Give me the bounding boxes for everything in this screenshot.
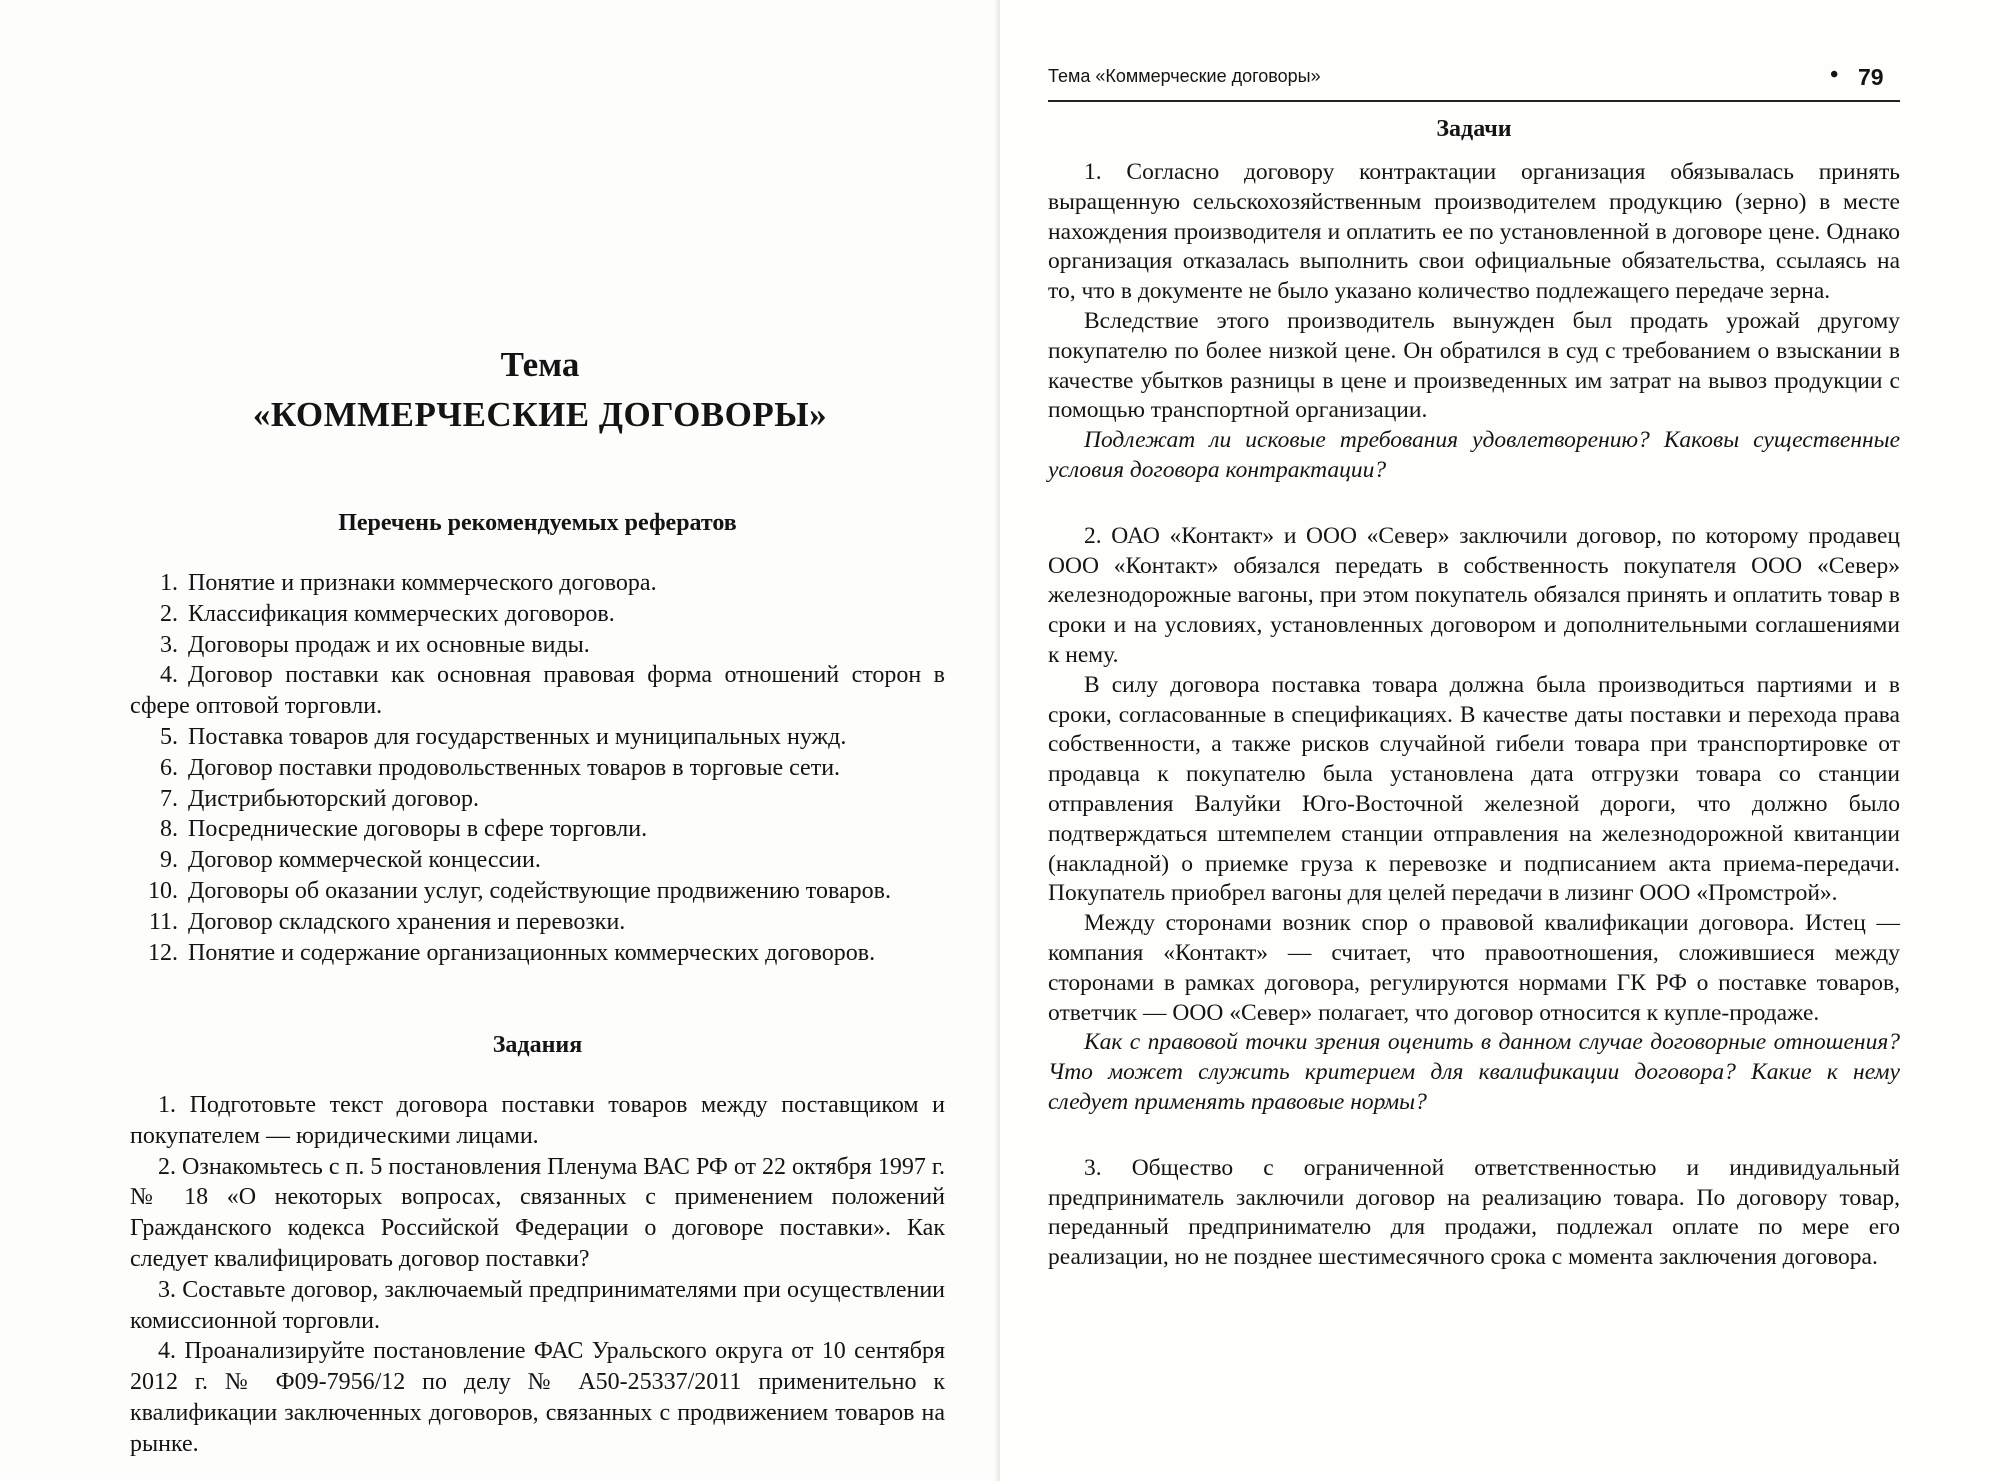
reference-item <box>130 568 945 599</box>
problems-section <box>1048 114 1900 1273</box>
reference-text: Договор складского хранения и перевозки. <box>188 908 626 935</box>
chapter-title <box>130 340 950 440</box>
problem-2-question: Как с правовой точки зрения оценить в данном случае договорные отношения? Что может служить критерием для квалификации договора? Какие к нему следует применять правовые нормы? <box>1048 1029 1900 1115</box>
reference-item <box>130 845 945 876</box>
reference-item <box>130 753 945 784</box>
page-number: 79 <box>1858 64 1884 90</box>
assignment-item: 3. Составьте договор, заключаемый предпринимателями при осуществлении комиссионной торговли. <box>130 1276 945 1334</box>
problem-2-paragraph: Между сторонами возник спор о правовой квалификации договора. Истец — компания «Контакт» — считает, что правоотношения, сложившиеся между сторонами в рамках договора, регулируются нормами ГК РФ о поставке товаров, ответчик — ООО «Север» полагает, что договор относится к купле-продаже. <box>1048 910 1900 1026</box>
reference-text: Классификация коммерческих договоров. <box>188 600 615 627</box>
spacer <box>1048 486 1900 522</box>
reference-number: 5. <box>160 723 178 750</box>
reference-item <box>130 876 945 907</box>
assignment-item: 2. Ознакомьтесь с п. 5 постановления Пленума ВАС РФ от 22 октября 1997 г. № 18 «О некоторых вопросах, связанных с применением положений Гражданского кодекса Российской Федерации о договоре поставки». Как следует квалифицировать договор поставки? <box>130 1153 945 1272</box>
reference-number: 7. <box>160 785 178 812</box>
reference-text: Дистрибьюторский договор. <box>188 785 480 812</box>
problem-3-paragraph: 3. Общество с ограниченной ответственностью и индивидуальный предприниматель заключили договор на реализацию товара. По договору товар, переданный предпринимателю для продажи, подлежал оплате по мере его реализации, но не позднее шестимесячного срока с момента заключения договора. <box>1048 1154 1900 1271</box>
reference-number: 1. <box>160 570 178 596</box>
problem-1-paragraph: 1. Согласно договору контрактации организация обязывалась принять выращенную сельскохозяйственным производителем продукцию (зерно) в месте нахождения производителя и оплатить ее по установленной в договоре цене. Однако организация отказалась выполнить свои официальные обязательства, ссылаясь на то, что в документе не было указано количество подлежащего передаче зерна. <box>1048 159 1900 305</box>
reference-text: Поставка товаров для государственных и муниципальных нужд. <box>188 723 847 750</box>
reference-number: 10. <box>148 877 178 904</box>
assignment-item: 4. Проанализируйте постановление ФАС Уральского округа от 10 сентября 2012 г. № Ф09-7956/12 по делу № А50-25337/2011 применительно к квалификации заключенных договоров, связанных с продвижением товаров на рынке. <box>130 1338 945 1457</box>
reference-item <box>130 938 945 969</box>
reference-number: 4. <box>160 662 178 689</box>
reference-item <box>130 599 945 630</box>
reference-item <box>130 907 945 938</box>
problem-1-paragraph: Вследствие этого производитель вынужден был продать урожай другому покупателю по более низкой цене. Он обратился в суд с требованием о взыскании в качестве убытков разницы в цене и произведенных им затрат на вывоз продукции с помощью транспортной организации. <box>1048 307 1900 424</box>
reference-number: 11. <box>148 908 178 935</box>
reference-number: 3. <box>160 631 178 658</box>
reference-item <box>130 814 945 845</box>
reference-item <box>130 660 945 722</box>
reference-item <box>130 784 945 815</box>
running-head-rule <box>1048 100 1900 102</box>
reference-number: 8. <box>160 816 178 843</box>
problem-2-paragraph: 2. ОАО «Контакт» и ООО «Север» заключили договор, по которому продавец ООО «Контакт» обязался передать в собственность покупателя ООО «Север» железнодорожные вагоны, при этом покупатель обязался принять и оплатить товар в сроки и на условиях, установленных договором и дополнительными соглашениями к нему. <box>1048 522 1900 668</box>
reference-number: 12. <box>148 939 178 966</box>
reference-text: Договоры об оказании услуг, содействующие продвижению товаров. <box>188 877 891 904</box>
reference-text: Договор поставки продовольственных товаров в торговые сети. <box>188 754 841 781</box>
problem-1-question: Подлежат ли исковые требования удовлетворению? Каковы существенные условия договора контрактации? <box>1048 427 1900 483</box>
reference-text: Понятие и содержание организационных коммерческих договоров. <box>188 939 876 966</box>
running-head <box>1048 62 1898 102</box>
references-section <box>130 508 945 968</box>
problem-2-paragraph: В силу договора поставка товара должна была производиться партиями и в сроки, согласованные в спецификациях. В качестве даты поставки и перехода права собственности, а также рисков случайной гибели товара при транспортировке от продавца к покупателю была установлена дата отгрузки товара со станции отправления Валуйки Юго-Восточной железной дороги, что должно было подтверждаться штемпелем станции отправления на железнодорожной квитанции (накладной) о приемке груза к перевозке и подписанием акта приема-передачи. Покупатель приобрел вагоны для целей передачи в лизинг ООО «Промстрой». <box>1048 671 1900 907</box>
reference-item <box>130 722 945 753</box>
assignment-item: 1. Подготовьте текст договора поставки товаров между поставщиком и покупателем — юридическими лицами. <box>130 1092 945 1149</box>
assignments-section <box>130 1030 945 1460</box>
reference-item <box>130 630 945 661</box>
bullet-icon: • <box>1830 62 1839 88</box>
chapter-title-line2: «КОММЕРЧЕСКИЕ ДОГОВОРЫ» <box>252 395 828 434</box>
reference-text: Посреднические договоры в сфере торговли. <box>188 816 648 843</box>
spacer <box>1048 1118 1900 1154</box>
reference-number: 9. <box>160 847 178 874</box>
assignments-heading: Задания <box>492 1032 583 1058</box>
reference-text: Договор поставки как основная правовая форма отношений сторон в сфере оптовой торговли. <box>130 662 945 720</box>
chapter-title-line1: Тема <box>500 345 580 384</box>
reference-text: Договоры продаж и их основные виды. <box>188 631 590 658</box>
references-list <box>130 568 945 968</box>
problems-heading: Задачи <box>1436 116 1512 142</box>
reference-number: 2. <box>160 600 178 627</box>
running-head-title: Тема «Коммерческие договоры» <box>1048 66 1321 86</box>
reference-text: Понятие и признаки коммерческого договора. <box>188 570 657 596</box>
reference-text: Договор коммерческой концессии. <box>188 847 541 874</box>
references-heading: Перечень рекомендуемых рефератов <box>338 510 737 536</box>
reference-number: 6. <box>160 754 178 781</box>
